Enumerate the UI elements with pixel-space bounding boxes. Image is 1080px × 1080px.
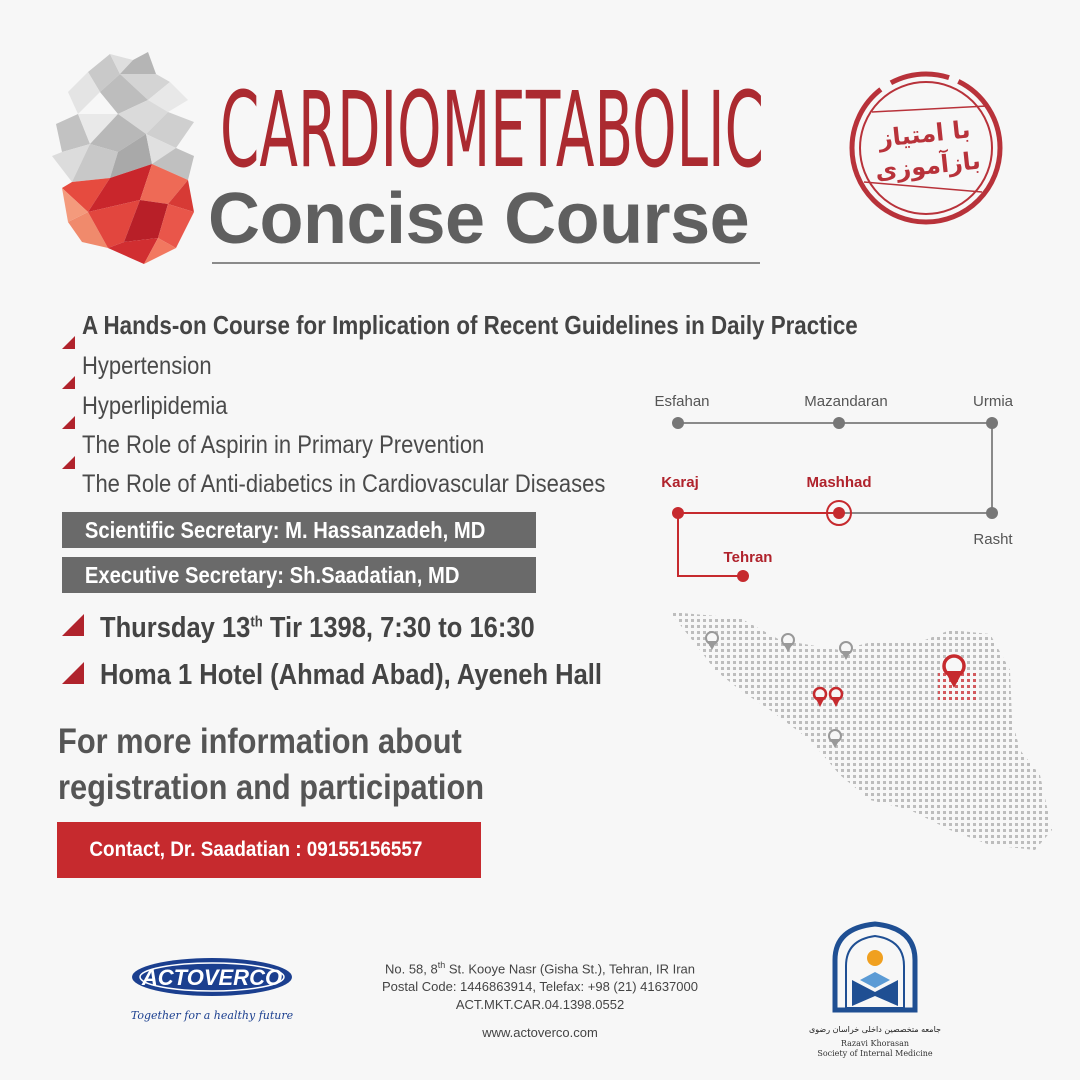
city-node-mashhad xyxy=(833,507,845,519)
bullet-triangle-icon xyxy=(62,336,75,349)
course-title-line2: Concise Course xyxy=(208,179,750,259)
event-venue: Homa 1 Hotel (Ahmad Abad), Ayeneh Hall xyxy=(100,659,602,691)
contact-bar xyxy=(57,822,481,878)
city-node-rasht xyxy=(986,507,998,519)
scientific-secretary-text: Scientific Secretary: M. Hassanzadeh, MD xyxy=(84,517,486,543)
document-code: ACT.MKT.CAR.04.1398.0552 xyxy=(455,997,625,1013)
bullet-triangle-icon xyxy=(62,416,75,429)
course-title-line1-text: CARDIOMETABOLIC xyxy=(220,69,764,191)
city-label-urmia: Urmia xyxy=(973,393,1013,410)
society-of-internal-medicine-logo xyxy=(809,920,941,1070)
dotted-iran-map xyxy=(660,600,1060,880)
scientific-secretary-bar xyxy=(62,512,536,548)
city-node-esfahan xyxy=(672,417,684,429)
city-label-esfahan: Esfahan xyxy=(654,393,710,410)
stamp-line1: با امتیاز xyxy=(877,115,972,153)
address-pre: No. 58, 8 xyxy=(384,961,438,977)
bullet-triangle-icon xyxy=(62,614,84,636)
city-label-mashhad: Mashhad xyxy=(806,474,872,491)
city-node-tehran xyxy=(737,570,749,582)
society-name-en2: Society of Internal Medicine xyxy=(817,1049,933,1058)
event-date-suffix: Tir 1398, 7:30 to 16:30 xyxy=(262,612,535,644)
city-label-tehran: Tehran xyxy=(723,549,773,566)
topic-item: The Role of Aspirin in Primary Prevention xyxy=(82,431,485,459)
topic-item: The Role of Anti-diabetics in Cardiovascular Diseases xyxy=(82,470,606,498)
stamp-line2: بازآموزی xyxy=(873,146,982,186)
company-website-link[interactable]: www.actoverco.com xyxy=(482,1025,598,1041)
city-label-mazandaran: Mazandaran xyxy=(804,393,888,410)
address-line1 xyxy=(340,956,740,978)
topic-item: Hypertension xyxy=(82,352,212,380)
bullet-triangle-icon xyxy=(62,456,75,469)
address-post: St. Kooye Nasr (Gisha St.), Tehran, IR Iran xyxy=(445,961,696,977)
course-subtitle: A Hands-on Course for Implication of Recent Guidelines in Daily Practice xyxy=(82,310,858,340)
actoverco-slogan: Together for a healthy future xyxy=(130,1009,294,1022)
event-date-sup: th xyxy=(250,613,263,631)
city-label-karaj: Karaj xyxy=(661,474,699,491)
executive-secretary-text: Executive Secretary: Sh.Saadatian, MD xyxy=(84,562,460,588)
bullet-triangle-icon xyxy=(62,376,75,389)
bullet-triangle-icon xyxy=(62,662,84,684)
city-node-mazandaran xyxy=(833,417,845,429)
actoverco-logo xyxy=(128,955,293,1030)
course-title-line1 xyxy=(218,62,766,191)
cme-credit-stamp xyxy=(842,62,1007,232)
executive-secretary-bar xyxy=(62,557,536,593)
contact-text: Contact, Dr. Saadatian : 09155156557 xyxy=(89,838,423,861)
address-postal: Postal Code: 1446863914, Telefax: +98 (21) 41637000 xyxy=(382,979,698,995)
more-info-line1: For more information about xyxy=(58,722,462,761)
city-route-diagram xyxy=(640,380,1040,600)
city-node-karaj xyxy=(672,507,684,519)
more-info-line2: registration and participation xyxy=(58,768,485,807)
event-date-prefix: Thursday 13 xyxy=(100,612,251,644)
city-label-rasht: Rasht xyxy=(973,531,1013,548)
polygon-heart-illustration xyxy=(48,52,198,267)
event-date xyxy=(100,612,535,645)
city-node-urmia xyxy=(986,417,998,429)
society-name-en1: Razavi Khorasan xyxy=(840,1039,910,1048)
company-address xyxy=(340,956,740,1042)
topic-item: Hyperlipidemia xyxy=(82,392,228,420)
actoverco-logo-text: ACTOVERCO xyxy=(141,965,283,990)
title-divider xyxy=(212,262,760,264)
address-sup: th xyxy=(437,960,446,970)
society-name-fa: جامعه متخصصین داخلی خراسان رضوی xyxy=(809,1025,941,1034)
